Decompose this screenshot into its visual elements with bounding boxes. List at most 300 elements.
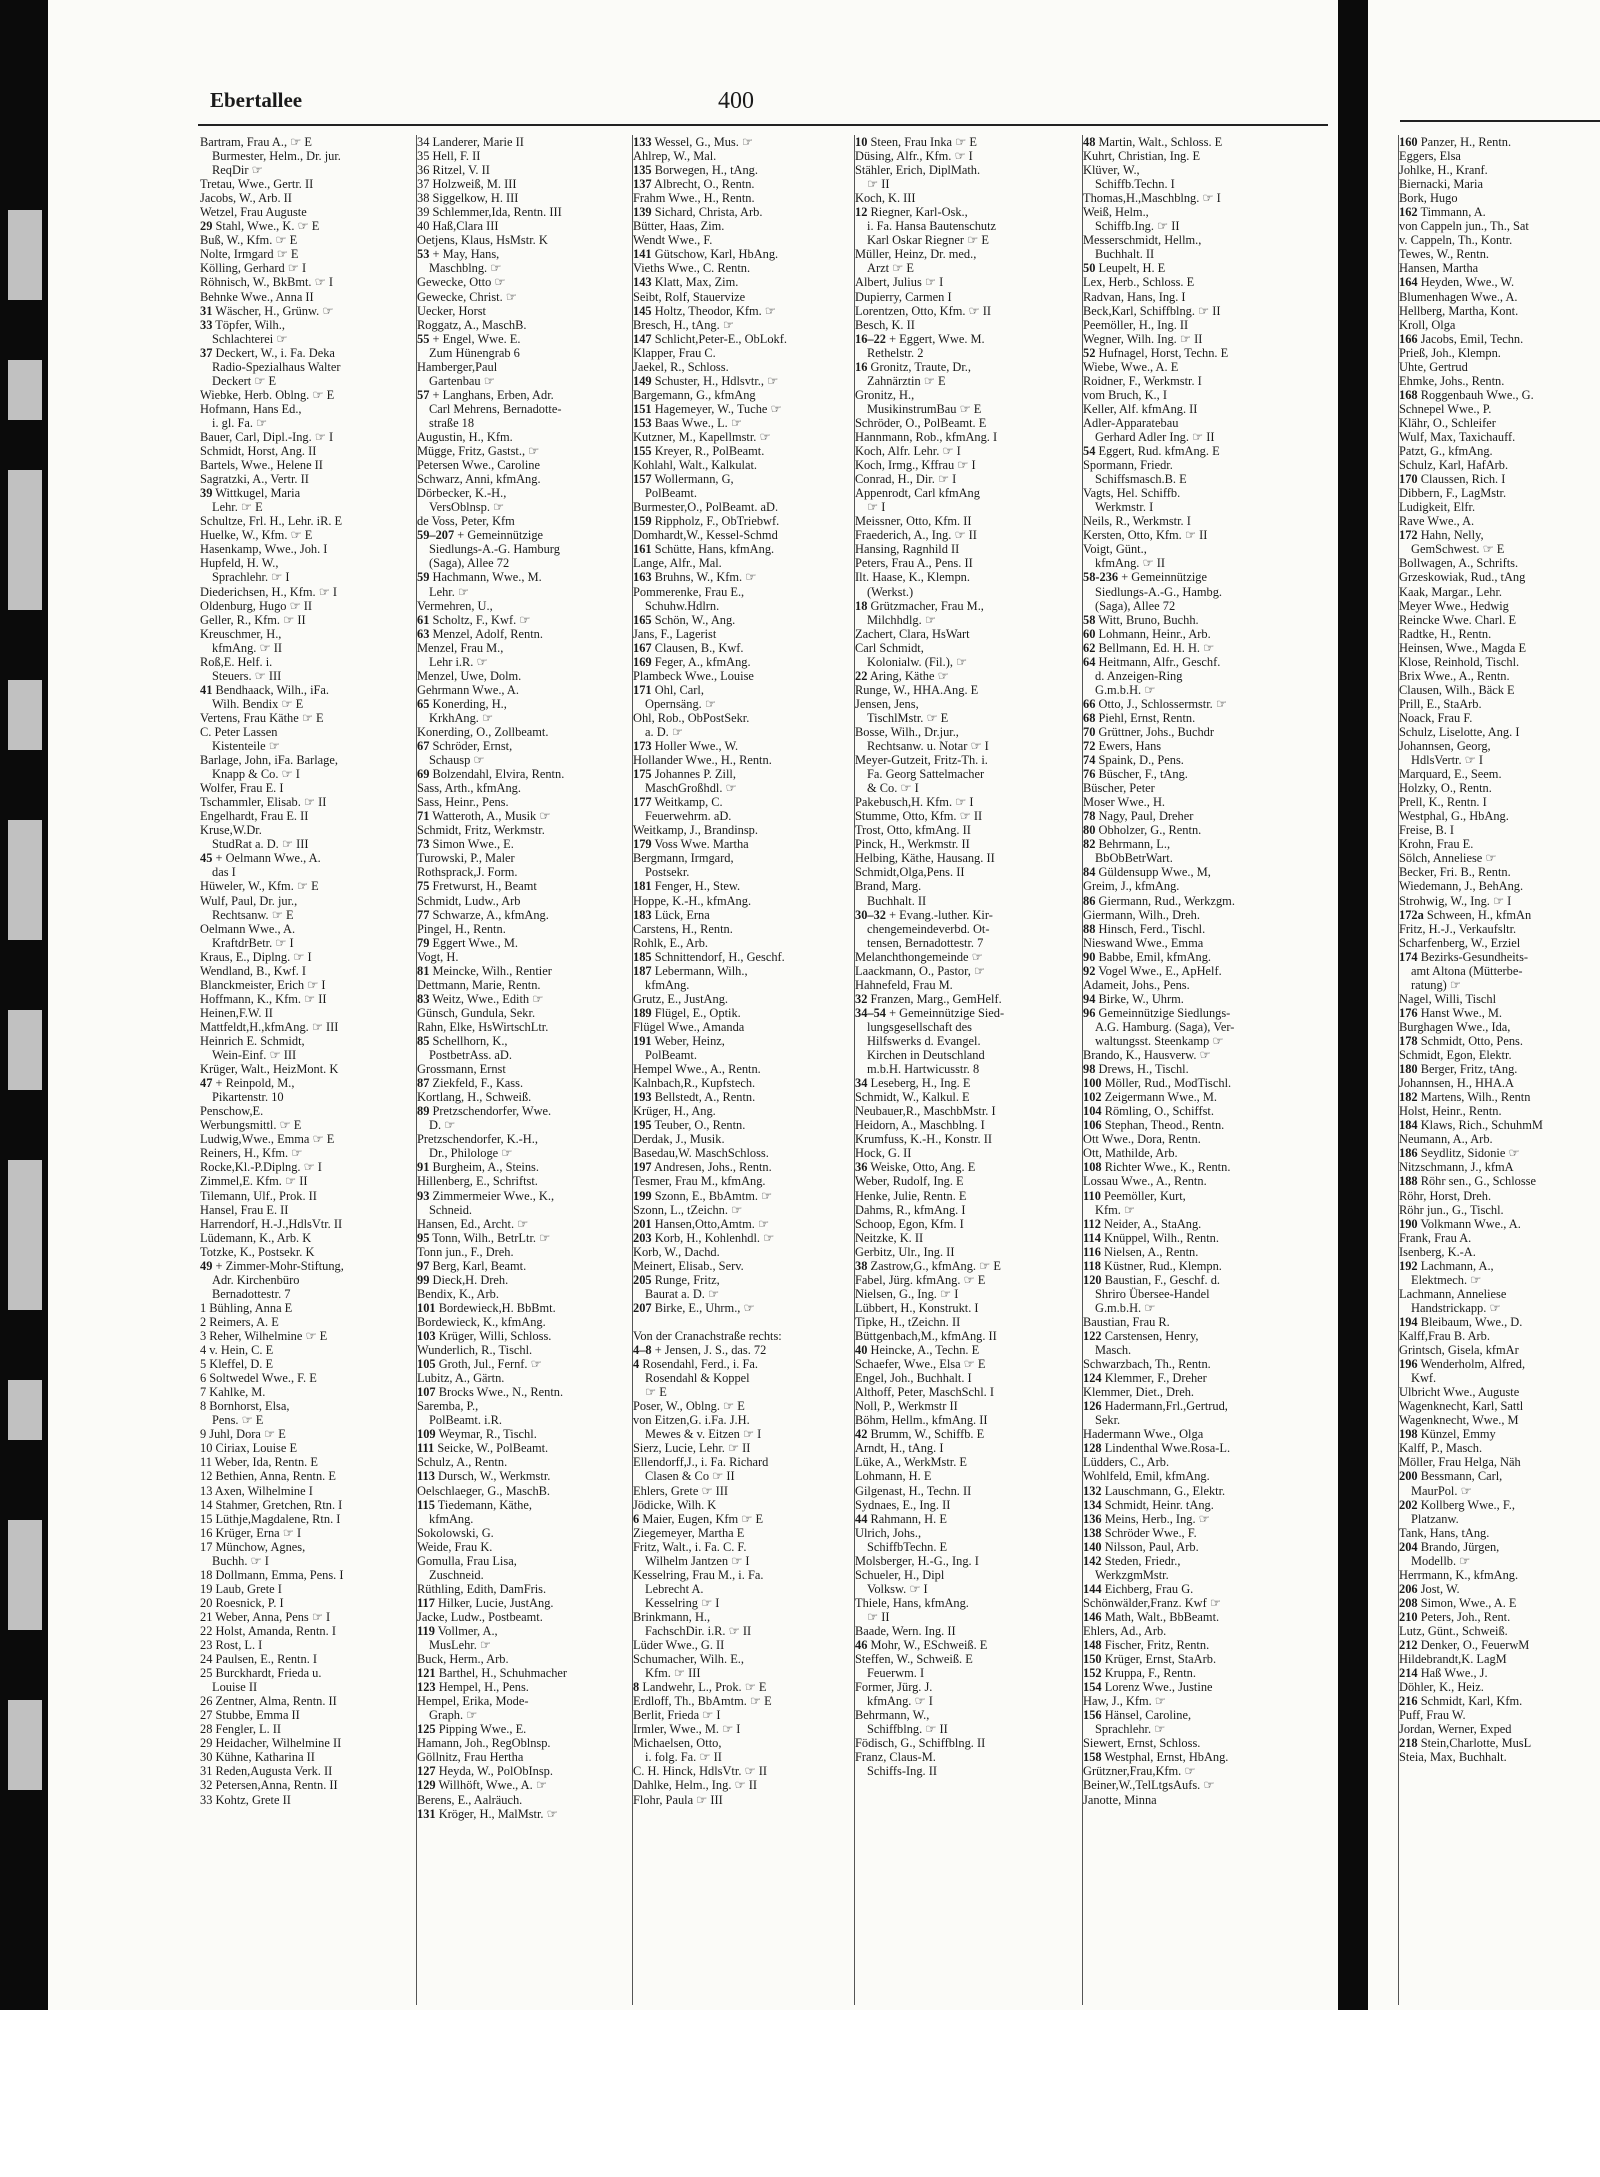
directory-entry [417, 444, 625, 458]
entry-text: Jacke, Ludw., Postbeamt. [417, 1609, 543, 1624]
entry-text: 7 Kahlke, M. [200, 1385, 266, 1400]
directory-entry [200, 430, 406, 444]
entry-text: Schulz, A., Rentn. [417, 1455, 508, 1470]
directory-entry [855, 261, 1075, 275]
directory-entry [1083, 697, 1331, 711]
entry-text: 30 Kühne, Katharina II [200, 1750, 315, 1765]
house-number: 107 [417, 1385, 436, 1400]
directory-entry [855, 599, 1075, 613]
entry-text: Gartenbau ☞ [429, 373, 495, 388]
entry-text: 18 Dollmann, Emma, Pens. I [200, 1567, 344, 1582]
house-number: 105 [417, 1357, 436, 1372]
house-number: 18 [855, 598, 868, 613]
entry-text: Szonn, L., tZeichn. ☞ [633, 1202, 743, 1217]
entry-text: Lehr i.R. ☞ [429, 654, 488, 669]
entry-text: Böhm, Hellm., kfmAng. II [855, 1413, 988, 1428]
entry-text: Greim, J., kfmAng. [1083, 879, 1180, 894]
directory-entry [200, 1273, 406, 1287]
directory-entry [1083, 163, 1331, 177]
directory-entry [855, 1427, 1075, 1441]
directory-entry [200, 1118, 406, 1132]
entry-text: Puff, Frau W. [1399, 1708, 1466, 1723]
directory-entry [1083, 992, 1331, 1006]
entry-text: Neumann, A., Arb. [1399, 1132, 1493, 1147]
entry-text: Lange, Alfr., Mal. [633, 556, 722, 571]
directory-entry [200, 894, 406, 908]
directory-entry [417, 725, 625, 739]
entry-text: Poser, W., Oblng. ☞ E [633, 1399, 745, 1414]
directory-entry [417, 542, 625, 556]
directory-entry [200, 1441, 406, 1455]
entry-text: C. H. Hinck, HdlsVtr. ☞ II [633, 1764, 767, 1779]
directory-entry [417, 950, 625, 964]
directory-entry [1083, 1104, 1331, 1118]
directory-entry [417, 936, 625, 950]
entry-text: Müller, Heinz, Dr. med., [855, 247, 977, 262]
entry-text: (Saga), Allee 72 [1095, 598, 1176, 613]
directory-entry [633, 1778, 847, 1792]
entry-text: 22 Holst, Amanda, Rentn. I [200, 1623, 336, 1638]
directory-entry [200, 1399, 406, 1413]
house-number: 192 [1399, 1258, 1418, 1273]
directory-entry [200, 360, 406, 374]
entry-text: PolBeamt. i.R. [429, 1413, 502, 1428]
entry-text: Lutz, Günt., Schweiß. [1399, 1623, 1508, 1638]
directory-entry [855, 1343, 1075, 1357]
directory-entry [1083, 1666, 1331, 1680]
directory-entry [417, 1807, 625, 1821]
directory-entry [1399, 1610, 1600, 1624]
directory-entry [1083, 1568, 1331, 1582]
entry-text: Weiß, Helm., [1083, 205, 1149, 220]
entry-text: Penschow,E. [200, 1104, 264, 1119]
house-number: 133 [633, 135, 652, 149]
entry-text: Radtke, H., Rentn. [1399, 626, 1492, 641]
entry-text: Rechtsanw. u. Notar ☞ I [867, 739, 989, 754]
directory-entry [633, 205, 847, 219]
entry-text: Becker, Fri. B., Rentn. [1399, 865, 1511, 880]
entry-text: Schütte, Hans, kfmAng. [654, 542, 775, 557]
entry-text: ☞ E [645, 1385, 667, 1400]
directory-entry [200, 556, 406, 570]
entry-text: Rechtsanw. ☞ E [212, 907, 294, 922]
directory-entry [1083, 1399, 1331, 1413]
directory-entry [1399, 1174, 1600, 1188]
entry-text: Kistenteile ☞ [212, 739, 280, 754]
entry-text: Sokolowski, G. [417, 1525, 494, 1540]
directory-entry [417, 753, 625, 767]
entry-text: Turowski, P., Maler [417, 851, 515, 866]
house-number: 134 [1083, 1497, 1102, 1512]
entry-text: kfmAng. [429, 1511, 474, 1526]
entry-text: Oelmann Wwe., A. [200, 921, 296, 936]
directory-entry [417, 1146, 625, 1160]
entry-text: Bordewieck,H. BbBmt. [438, 1300, 556, 1315]
entry-text: Stephan, Theod., Rentn. [1104, 1118, 1225, 1133]
directory-entry [1399, 781, 1600, 795]
directory-entry [1083, 1343, 1331, 1357]
directory-entry [855, 346, 1075, 360]
entry-text: Johannsen, Georg, [1399, 739, 1491, 754]
directory-entry [200, 683, 406, 697]
directory-entry [1083, 837, 1331, 851]
directory-entry [417, 430, 625, 444]
entry-text: Vermehren, U., [417, 598, 493, 613]
directory-entry [1399, 795, 1600, 809]
house-number: 116 [1083, 1244, 1101, 1259]
entry-text: Födisch, G., Schiffblng. II [855, 1736, 986, 1751]
directory-entry [855, 1750, 1075, 1764]
directory-entry [200, 1301, 406, 1315]
entry-text: Nagel, Willi, Tischl [1399, 991, 1497, 1006]
entry-text: 28 Fengler, L. II [200, 1722, 282, 1737]
house-number: 124 [1083, 1371, 1102, 1386]
entry-text: Bauer, Carl, Dipl.-Ing. ☞ I [200, 429, 334, 444]
entry-text: Besch, K. II [855, 317, 915, 332]
directory-entry [1083, 823, 1331, 837]
entry-text: Hüweler, W., Kfm. ☞ E [200, 879, 319, 894]
adjacent-header-rule [1400, 120, 1600, 122]
entry-text: Wulf, Max, Taxichauff. [1399, 429, 1516, 444]
house-number: 89 [417, 1104, 430, 1119]
entry-text: Ohl, Carl, [654, 682, 704, 697]
directory-entry [200, 261, 406, 275]
entry-text: Siewert, Ernst, Schloss. [1083, 1736, 1201, 1751]
directory-entry [1399, 894, 1600, 908]
entry-text: Brinkmann, H., [633, 1609, 711, 1624]
directory-entry [200, 1568, 406, 1582]
directory-entry [1083, 1006, 1331, 1020]
directory-entry [417, 388, 625, 402]
directory-entry [417, 318, 625, 332]
house-number: 172 [1399, 528, 1418, 543]
directory-entry [417, 865, 625, 879]
entry-text: Brocks Wwe., N., Rentn. [438, 1385, 564, 1400]
entry-text: Deckert ☞ E [212, 373, 277, 388]
entry-text: Zastrow,G., kfmAng. ☞ E [870, 1258, 1001, 1273]
directory-entry [633, 1090, 847, 1104]
directory-entry [417, 1568, 625, 1582]
house-number: 148 [1083, 1638, 1102, 1653]
directory-entry [1083, 1624, 1331, 1638]
directory-entry [855, 1287, 1075, 1301]
directory-entry [1083, 1526, 1331, 1540]
entry-text: + Gemeinnützige [457, 528, 544, 543]
directory-entry [633, 1203, 847, 1217]
directory-entry [417, 528, 625, 542]
entry-text: Richter Wwe., K., Rentn. [1104, 1160, 1231, 1175]
entry-text: v. Cappeln, Th., Kontr. [1399, 233, 1513, 248]
directory-entry [1083, 978, 1331, 992]
entry-text: Peemöller, Kurt, [1104, 1188, 1186, 1203]
entry-text: Flügel Wwe., Amanda [633, 1019, 745, 1034]
entry-text: Bartram, Frau A., ☞ E [200, 135, 312, 149]
directory-entry [855, 163, 1075, 177]
entry-text: Andresen, Johs., Rentn. [654, 1160, 772, 1175]
directory-entry [417, 655, 625, 669]
directory-entry [855, 135, 1075, 149]
entry-text: Baas Wwe., L. ☞ [654, 415, 742, 430]
entry-text: Nolte, Irmgard ☞ E [200, 247, 299, 262]
directory-entry [855, 247, 1075, 261]
entry-text: Wittkugel, Maria [215, 486, 301, 501]
entry-text: Ehmke, Johs., Rentn. [1399, 373, 1505, 388]
directory-entry [1399, 1020, 1600, 1034]
directory-entry [633, 556, 847, 570]
entry-text: Kersten, Otto, Kfm. ☞ II [1083, 528, 1208, 543]
entry-text: Uecker, Horst [417, 303, 487, 318]
entry-text: Krüger, Willi, Schloss. [438, 1328, 552, 1343]
entry-text: MaschGroßhdl. ☞ [645, 781, 737, 796]
directory-entry [633, 1315, 847, 1329]
directory-entry [1083, 950, 1331, 964]
directory-entry [1083, 669, 1331, 683]
entry-text: Kraus, E., Diplng. ☞ I [200, 949, 312, 964]
entry-text: Baustian, F., Geschf. d. [1104, 1272, 1221, 1287]
house-number: 4 [633, 1357, 640, 1372]
directory-entry [633, 290, 847, 304]
directory-entry [1399, 542, 1600, 556]
entry-text: Louise II [212, 1680, 258, 1695]
entry-text: Bezirks-Gesundheits- [1420, 949, 1529, 964]
directory-entry [1083, 585, 1331, 599]
entry-text: Tretau, Wwe., Gertr. II [200, 177, 314, 192]
directory-entry [633, 641, 847, 655]
house-number: 218 [1399, 1736, 1418, 1751]
entry-text: Frahm Wwe., H., Rentn. [633, 191, 755, 206]
directory-entry [633, 1020, 847, 1034]
entry-text: Sydnaes, E., Ing. II [855, 1497, 951, 1512]
directory-entry [1399, 613, 1600, 627]
directory-entry [855, 725, 1075, 739]
entry-text: Schwarze, A., kfmAng. [432, 907, 549, 922]
entry-text: 17 Münchow, Agnes, [200, 1539, 306, 1554]
house-number: 153 [633, 415, 652, 430]
directory-entry [1083, 1048, 1331, 1062]
directory-entry [1083, 1736, 1331, 1750]
directory-entry [200, 1652, 406, 1666]
entry-text: Jacobs, W., Arb. II [200, 191, 292, 206]
directory-entry [1083, 360, 1331, 374]
directory-entry [417, 767, 625, 781]
house-number: 172a [1399, 907, 1424, 922]
entry-text: Watteroth, A., Musik ☞ [432, 809, 551, 824]
directory-entry [1083, 725, 1331, 739]
directory-entry [200, 1357, 406, 1371]
directory-entry [200, 205, 406, 219]
directory-entry [1399, 1722, 1600, 1736]
entry-text: Schröder, O., PolBeamt. E [855, 415, 987, 430]
entry-text: Groth, Jul., Fernf. ☞ [438, 1357, 542, 1372]
directory-entry [1399, 1076, 1600, 1090]
house-number: 77 [417, 907, 430, 922]
entry-text: Clausen, Wilh., Bäck E [1399, 682, 1515, 697]
directory-entry [1399, 219, 1600, 233]
directory-entry [633, 1540, 847, 1554]
directory-entry [1399, 1526, 1600, 1540]
house-number: 8 [633, 1680, 640, 1695]
house-number: 158 [1083, 1750, 1102, 1765]
directory-entry [1083, 1793, 1331, 1807]
directory-entry [417, 978, 625, 992]
directory-entry [417, 795, 625, 809]
entry-text: Werkmstr. I [1095, 500, 1154, 515]
house-number: 176 [1399, 1005, 1418, 1020]
directory-entry [200, 851, 406, 865]
entry-text: Simon Wwe., E. [432, 837, 514, 852]
house-number: 75 [417, 879, 430, 894]
directory-entry [855, 514, 1075, 528]
entry-text: Vogel Wwe., E., ApHelf. [1098, 963, 1222, 978]
directory-entry [855, 402, 1075, 416]
entry-text: Wunderlich, R., Tischl. [417, 1343, 533, 1358]
entry-text: Tewes, W., Rentn. [1399, 247, 1489, 262]
entry-text: ☞ II [867, 1609, 890, 1624]
directory-entry [200, 1329, 406, 1343]
directory-entry [1399, 908, 1600, 922]
entry-text: Grüttner, Johs., Buchdr [1098, 724, 1214, 739]
entry-text: Trost, Otto, kfmAng. II [855, 823, 971, 838]
entry-text: Riegner, Karl-Osk., [870, 205, 968, 220]
directory-entry [200, 1048, 406, 1062]
directory-entry [1399, 641, 1600, 655]
house-number: 98 [1083, 1062, 1096, 1077]
entry-text: Berens, E., Aalräuch. [417, 1792, 523, 1807]
directory-entry [200, 1006, 406, 1020]
entry-text: 34 Landerer, Marie II [417, 135, 524, 149]
house-number: 156 [1083, 1708, 1102, 1723]
house-number: 165 [633, 612, 652, 627]
entry-text: Kuhrt, Christian, Ing. E [1083, 149, 1201, 164]
entry-text: Neils, R., Werkmstr. I [1083, 514, 1191, 529]
entry-text: Kröger, H., MalMstr. ☞ [438, 1806, 558, 1821]
entry-text: Burmester,O., PolBeamt. aD. [633, 500, 779, 515]
house-number: 128 [1083, 1441, 1102, 1456]
entry-text: Wendland, B., Kwf. I [200, 963, 307, 978]
entry-text: WerkzgmMstr. [1095, 1567, 1169, 1582]
directory-entry [417, 486, 625, 500]
directory-entry [417, 1006, 625, 1020]
entry-text: Dörbecker, K.-H., [417, 486, 507, 501]
directory-entry [855, 1273, 1075, 1287]
entry-text: Schlicht,Peter-E., ObLokf. [654, 331, 787, 346]
directory-entry [633, 1582, 847, 1596]
directory-entry [1083, 711, 1331, 725]
house-number: 210 [1399, 1609, 1418, 1624]
directory-entry [1083, 922, 1331, 936]
entry-text: kfmAng. ☞ II [212, 640, 282, 655]
house-number: 173 [633, 739, 652, 754]
directory-entry [200, 1455, 406, 1469]
directory-entry [1399, 233, 1600, 247]
directory-entry [855, 1020, 1075, 1034]
house-number: 178 [1399, 1034, 1418, 1048]
directory-entry [200, 1413, 406, 1427]
entry-text: Carl Schmidt, [855, 640, 924, 655]
directory-entry [1399, 599, 1600, 613]
entry-text: Fritz, H.-J., Verkaufsltr. [1399, 921, 1517, 936]
directory-entry [633, 430, 847, 444]
entry-text: Otto, J., Schlossermstr. ☞ [1098, 696, 1227, 711]
house-number: 146 [1083, 1609, 1102, 1624]
directory-entry [855, 1764, 1075, 1778]
directory-entry [855, 1722, 1075, 1736]
entry-text: MaurPol. ☞ [1411, 1483, 1472, 1498]
house-number: 95 [417, 1230, 430, 1245]
entry-text: Klähr, O., Schleifer [1399, 415, 1496, 430]
directory-entry [855, 1413, 1075, 1427]
entry-text: Schmidt, Ludw., Arb [417, 893, 521, 908]
entry-text: Holtz, Theodor, Kfm. ☞ [654, 303, 776, 318]
entry-text: Baade, Wern. Ing. II [855, 1623, 956, 1638]
entry-text: Lübbert, H., Konstrukt. I [855, 1300, 979, 1315]
directory-entry [1399, 247, 1600, 261]
entry-text: Sprachlehr. ☞ I [212, 570, 290, 585]
entry-text: Wetzel, Frau Auguste [200, 205, 307, 220]
directory-entry [855, 416, 1075, 430]
entry-text: Burgheim, A., Steins. [432, 1160, 539, 1175]
directory-entry [855, 1231, 1075, 1245]
house-number: 67 [417, 739, 430, 754]
entry-text: Hansel, Frau E. II [200, 1202, 289, 1217]
entry-text: Hansing, Ragnhild II [855, 542, 960, 557]
house-number: 46 [855, 1638, 868, 1653]
entry-text: kfmAng. ☞ II [1095, 556, 1165, 571]
directory-entry [633, 1118, 847, 1132]
directory-entry [1399, 163, 1600, 177]
directory-entry [1399, 1371, 1600, 1385]
entry-text: Obholzer, G., Rentn. [1098, 823, 1202, 838]
directory-entry [1083, 753, 1331, 767]
directory-entry [417, 1174, 625, 1188]
entry-text: Petersen Wwe., Caroline [417, 458, 540, 473]
entry-text: Kreyer, R., PolBeamt. [654, 444, 765, 459]
directory-entry [633, 332, 847, 346]
entry-text: SchiffbTechn. E [867, 1539, 948, 1554]
entry-text: Rippholz, F., ObTriebwf. [654, 514, 780, 529]
directory-entry [633, 711, 847, 725]
directory-entry [200, 1582, 406, 1596]
house-number: 85 [417, 1034, 430, 1048]
directory-entry [1083, 1217, 1331, 1231]
entry-text: Kolonialw. (Fil.), ☞ [867, 654, 968, 669]
directory-column-3 [632, 135, 847, 2005]
house-number: 155 [633, 444, 652, 459]
directory-entry [200, 753, 406, 767]
entry-text: Messerschmidt, Hellm., [1083, 233, 1202, 248]
directory-entry [1399, 304, 1600, 318]
entry-text: A.G. Hamburg. (Saga), Ver- [1095, 1019, 1235, 1034]
entry-text: Klemmer, F., Dreher [1104, 1371, 1207, 1386]
entry-text: Pikartenstr. 10 [212, 1090, 284, 1105]
entry-text: Voss Wwe. Martha [654, 837, 749, 852]
entry-text: Schiffb.Techn. I [1095, 177, 1175, 192]
entry-text: TischlMstr. ☞ E [867, 710, 949, 725]
directory-entry [1083, 1750, 1331, 1764]
directory-entry [200, 641, 406, 655]
house-number: 154 [1083, 1680, 1102, 1695]
entry-text: Dibbern, F., LagMstr. [1399, 486, 1507, 501]
entry-text: Birke, W., Uhrm. [1098, 991, 1184, 1006]
entry-text: Adr. Kirchenbüro [212, 1272, 300, 1287]
directory-entry [1399, 1441, 1600, 1455]
directory-entry [1083, 936, 1331, 950]
house-number: 106 [1083, 1118, 1102, 1133]
house-number: 101 [417, 1300, 436, 1315]
directory-entry [200, 514, 406, 528]
house-number: 40 [855, 1343, 868, 1358]
directory-entry [417, 1399, 625, 1413]
